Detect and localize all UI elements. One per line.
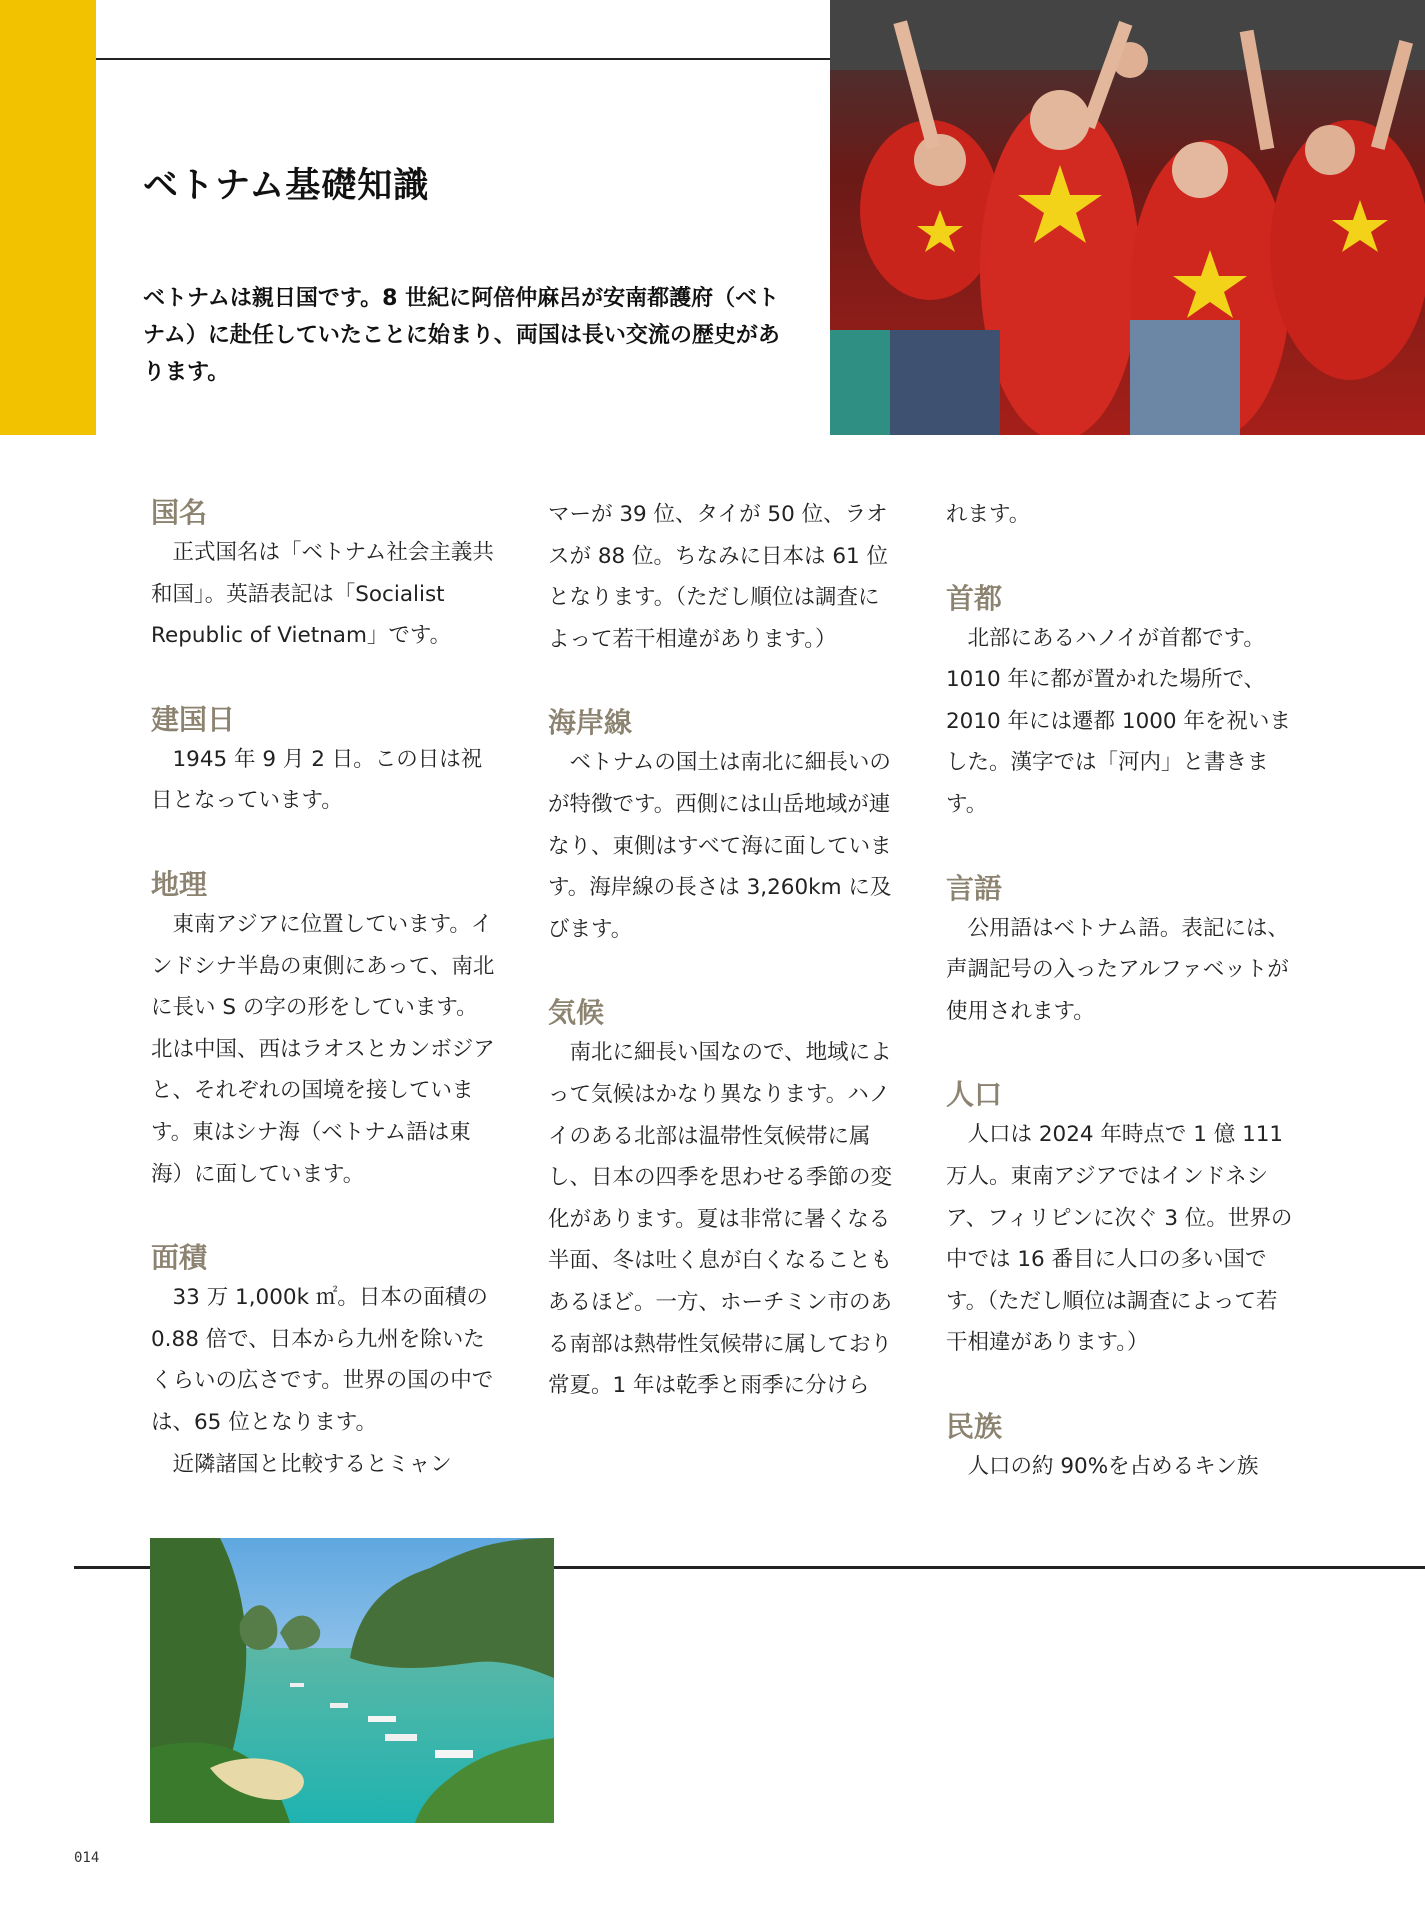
- bay-photo: [150, 1538, 554, 1823]
- text-ethnicity: 人口の約 90%を占めるキン族: [946, 1453, 1259, 1479]
- text-climate: 南北に細長い国なので、地域によって気候はかなり異なります。ハノイのある北部は温帯性気候帯に属し、日本の四季を思わせる季節の変化があります。夏は非常に暑くなる半面、冬は吐く息が白くなることもあるほど。一方、ホーチミン市のある南部は熱帯性気候帯に属しており常夏。1 年は乾季と雨季に分けら: [548, 1040, 893, 1399]
- heading-ethnicity: 民族: [946, 1409, 1003, 1443]
- text-area-comparison: 近隣諸国と比較するとミャン: [151, 1451, 452, 1477]
- heading-capital: 首都: [946, 581, 1003, 615]
- heading-founding-day: 建国日: [151, 702, 236, 736]
- text-geography: 東南アジアに位置しています。インドシナ半島の東側にあって、南北に長い S の字の形をしています。北は中国、西はラオスとカンボジアと、それぞれの国境を接しています。東はシナ海（ベトナム語は東海）に面しています。: [151, 911, 495, 1187]
- page-number: 014: [74, 1850, 100, 1866]
- heading-language: 言語: [946, 871, 1003, 905]
- text-country-name: 正式国名は「ベトナム社会主義共和国」。英語表記は「Socialist Republic of Vietnam」です。: [151, 540, 494, 649]
- heading-climate: 気候: [548, 996, 605, 1030]
- heading-population: 人口: [946, 1078, 1003, 1112]
- text-climate-continued: れます。: [946, 502, 1031, 527]
- heading-area: 面積: [151, 1241, 208, 1275]
- text-language: 公用語はベトナム語。表記には、声調記号の入ったアルファベットが使用されます。: [946, 915, 1289, 1024]
- column-3: [946, 494, 1294, 1488]
- heading-coastline: 海岸線: [548, 706, 633, 740]
- column-1: [151, 494, 499, 1485]
- text-capital: 北部にあるハノイが首都です。1010 年に都が置かれた場所で、2010 年には遷都 1000 年を祝いました。漢字では「河内」と書きます。: [946, 625, 1291, 817]
- text-coastline: ベトナムの国土は南北に細長いのが特徴です。西側には山岳地域が連なり、東側はすべて海に面しています。海岸線の長さは 3,260km に及びます。: [548, 750, 892, 942]
- lead-paragraph: ベトナムは親日国です。8 世紀に阿倍仲麻呂が安南都護府（ベトナム）に赴任していたことに始まり、両国は長い交流の歴史があります。: [143, 286, 780, 385]
- top-rule: [96, 58, 830, 60]
- fans-photo: [830, 0, 1425, 435]
- column-2: [548, 494, 896, 1407]
- text-area-continued: マーが 39 位、タイが 50 位、ラオスが 88 位。ちなみに日本は 61 位となります。（ただし順位は調査によって若干相違があります。）: [548, 502, 889, 652]
- heading-geography: 地理: [151, 867, 208, 901]
- text-population: 人口は 2024 年時点で 1 億 111 万人。東南アジアではインドネシア、フィリピンに次ぐ 3 位。世界の中では 16 番目に人口の多い国です。（ただし順位は調査によって若干相違があります。）: [946, 1122, 1293, 1356]
- text-founding-day: 1945 年 9 月 2 日。この日は祝日となっています。: [151, 746, 483, 814]
- page-title: ベトナム基礎知識: [143, 166, 430, 206]
- yellow-accent-bar: [0, 0, 96, 435]
- text-area: 33 万 1,000k ㎡。日本の面積の 0.88 倍で、日本から九州を除いたくらいの広さです。世界の国の中では、65 位となります。: [151, 1285, 494, 1435]
- heading-country-name: 国名: [151, 496, 208, 529]
